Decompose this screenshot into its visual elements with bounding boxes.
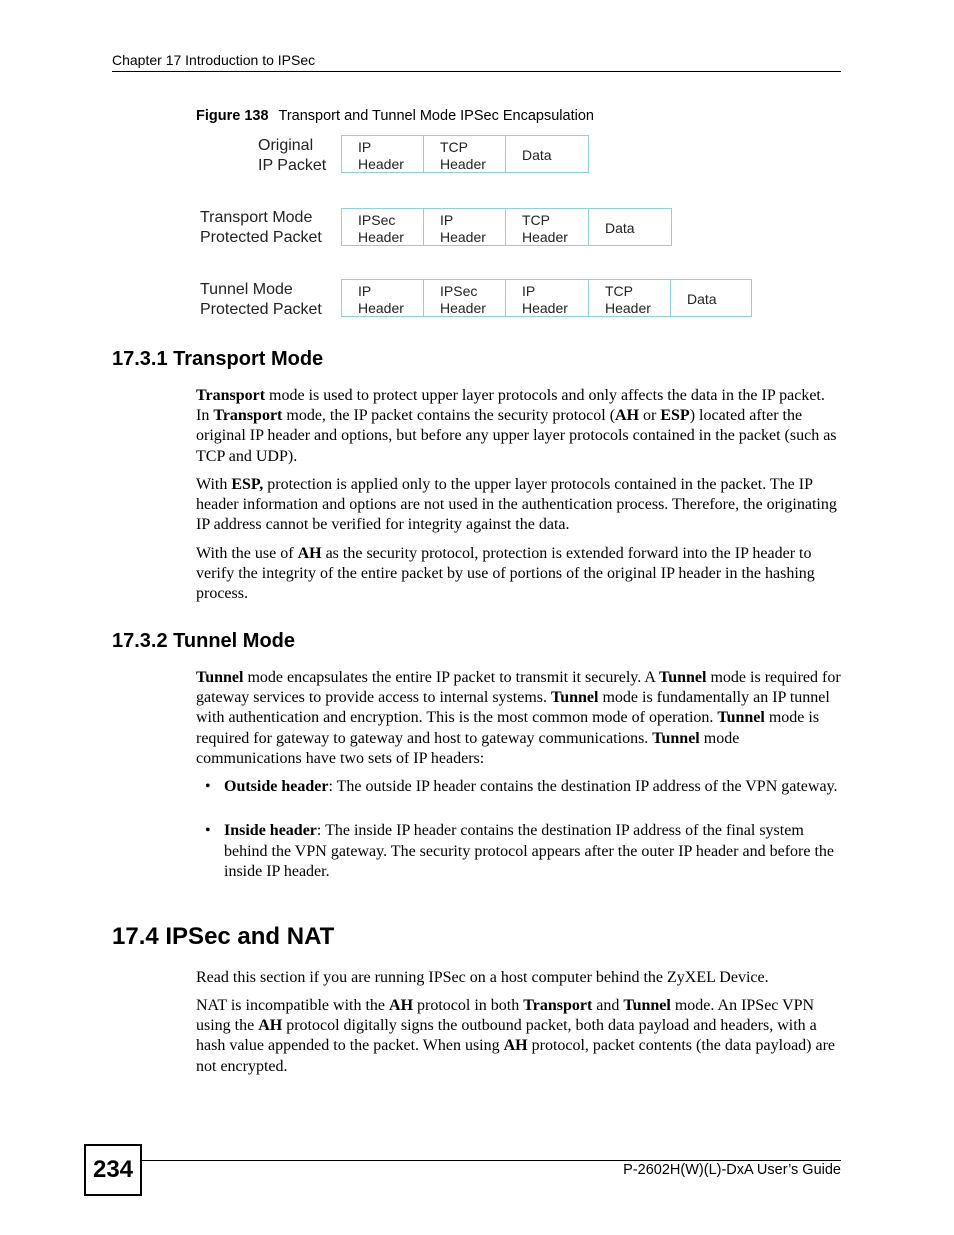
cell-original-ip-header: IP Header [341,135,424,173]
bold-term: AH [615,407,640,425]
heading-tunnel-mode: 17.3.2 Tunnel Mode [112,630,295,652]
paragraph: Tunnel mode encapsulates the entire IP packet to transmit it securely. A Tunnel mode is required for gateway services to provide access to internal systems. Tunnel mode is fundamentally an IP tunnel with authentication and encryption. This is the most common mode of operation. Tunnel mode is required for gateway to gateway and host to gateway communications. Tunnel mode communications have two sets of IP headers: [196,669,841,767]
page-number: 234 [84,1144,142,1196]
bold-term: Tunnel [196,669,244,686]
bold-term: AH [297,545,322,562]
bullet-symbol: • [205,778,211,795]
paragraph: With the use of AH as the security protocol, protection is extended forward into the IP header to verify the integrity of the entire packet by use of portions of the original IP header in the hashing process. [196,545,815,603]
running-header: Chapter 17 Introduction to IPSec [112,52,316,68]
cell-tunnel-ipsec-header: IPSec Header [423,279,506,317]
list-item: Inside header: The inside IP header contains the destination IP address of the final system behind the VPN gateway. The security protocol appears after the outer IP header and before the inside IP header. [224,822,834,880]
footer-rule [140,1160,841,1161]
bold-term: AH [258,1017,283,1035]
bold-term: Tunnel [717,709,765,727]
cell-tunnel-data: Data [670,279,752,317]
bullet-symbol: • [205,822,211,839]
row-label-original: Original IP Packet [258,137,327,174]
guide-title: P-2602H(W)(L)-DxA User’s Guide [623,1162,841,1178]
figure-label: Figure 138 [196,108,269,124]
heading-ipsec-and-nat: 17.4 IPSec and NAT [112,923,335,950]
paragraph: With ESP, protection is applied only to the upper layer protocols contained in the packet. The IP header information and options are not used in the authentication process. Therefore, the originating IP address cannot be verified for integrity against the data. [196,476,837,534]
cell-tunnel-tcp-header: TCP Header [588,279,671,317]
list-item: Outside header: The outside IP header contains the destination IP address of the VPN gateway. [224,778,838,795]
cell-original-data: Data [505,135,589,173]
bold-term: Transport [523,997,593,1014]
paragraph: Transport mode is used to protect upper layer protocols and only affects the data in the IP packet. In Transport mode, the IP packet contains the security protocol (AH or ESP) located after the original IP header and options, but before any upper layer protocols contained in the packet (such as TCP and UDP). [196,387,837,465]
row-label-tunnel: Tunnel Mode Protected Packet [200,281,322,318]
bold-term: Tunnel [623,997,671,1014]
cell-tunnel-ip-header: IP Header [341,279,424,317]
bold-term: Tunnel [551,689,599,707]
encapsulation-diagram [196,132,756,322]
bold-term: Transport [213,407,283,425]
bold-term: Outside header [224,778,329,795]
row-label-transport: Transport Mode Protected Packet [200,209,322,246]
figure-caption [196,108,594,124]
bold-term: ESP [660,407,690,425]
bold-term: Tunnel [659,669,707,686]
cell-transport-data: Data [588,208,672,246]
bold-term: Tunnel [652,729,700,747]
bold-term: AH [503,1037,528,1055]
bold-term: ESP, [231,476,264,493]
figure-title: Transport and Tunnel Mode IPSec Encapsulation [278,108,594,124]
cell-tunnel-inner-ip-header: IP Header [505,279,589,317]
heading-transport-mode: 17.3.1 Transport Mode [112,348,324,370]
paragraph: NAT is incompatible with the AH protocol in both Transport and Tunnel mode. An IPSec VPN using the AH protocol digitally signs the outbound packet, both data payload and headers, with a hash value appended to the packet. When using AH protocol, packet contents (the data payload) are not encrypted. [196,997,836,1075]
paragraph: Read this section if you are running IPSec on a host computer behind the ZyXEL Device. [196,969,769,986]
bold-term: Transport [196,387,266,404]
header-rule [112,71,841,72]
bold-term: AH [389,997,414,1014]
cell-original-tcp-header: TCP Header [423,135,506,173]
cell-transport-ip-header: IP Header [423,208,506,246]
bold-term: Inside header [224,822,317,839]
cell-transport-ipsec-header: IPSec Header [341,208,424,246]
cell-transport-tcp-header: TCP Header [505,208,589,246]
